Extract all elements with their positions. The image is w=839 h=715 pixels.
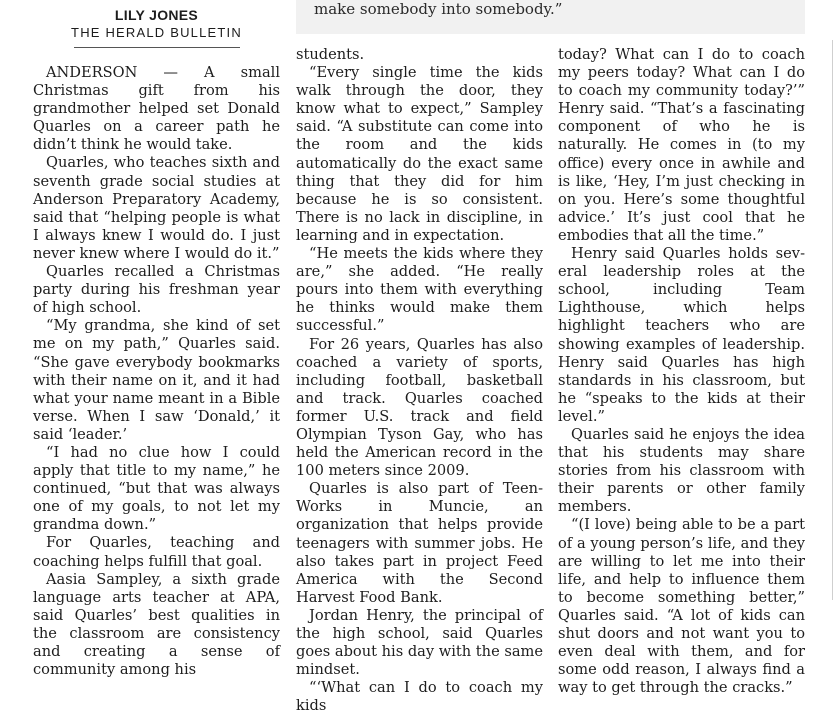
paragraph: Aasia Sampley, a sixth grade language arts teacher at APA, said Quarles’ best qualities in the classroom are consistency and creating a sense of community among his — [33, 570, 280, 679]
publication-name: THE HERALD BULLETIN — [71, 25, 242, 40]
paragraph: Quarles is also part of TeenWorks in Muncie, an organization that helps provide teenagers with summer jobs. He also takes part in project Feed America with the Second Harvest Food Bank. — [296, 480, 543, 606]
paragraph: Quarles, who teaches sixth and seventh grade social studies at Anderson Preparatory Academy, said that “helping people is what I always knew I would do. I just never knew where I would do it.” — [33, 154, 280, 262]
article-column-1 — [33, 0, 280, 679]
article-column-2 — [296, 46, 543, 715]
paragraph: “‘What can I do to coach my kids — [296, 679, 543, 715]
paragraph: Henry said Quarles holds several leadership roles at the school, including Team Lighthouse, which helps highlight teachers who are showing examples of leadership. Henry said Quarles has high standards in his classroom, but he “speaks to the kids at their level.” — [558, 245, 805, 425]
paragraph: “(I love) being able to be a part of a young person’s life, and they are willing to let me into their life, and help to influence them to become something better,” Quarles said. “A lot of kids can shut doors and not want you to even deal with them, and for some odd reason, I always find a way to get through the cracks.” — [558, 516, 805, 697]
paragraph: ANDERSON — A small Christmas gift from his grandmother helped set Donald Quarles on a career path he didn’t think he would take. — [33, 64, 280, 154]
paragraph: Quarles said he enjoys the idea that his students may share stories from his classroom with their parents or other family members. — [558, 425, 805, 516]
paragraph: “My grandma, she kind of set me on my path,” Quarles said. “She gave everybody bookmarks with their name on it, and it had what your name meant in a Bible verse. When I saw ‘Donald,’ it said ‘leader.’ — [33, 317, 280, 443]
article-column-3 — [558, 46, 805, 697]
paragraph: Jordan Henry, the principal of the high school, said Quarles goes about his day with the same mindset. — [296, 606, 544, 679]
author-name: LILY JONES — [114, 7, 199, 23]
paragraph: “He meets the kids where they are,” she added. “He really pours into them with everything he thinks would make them successful.” — [296, 245, 543, 335]
column-rule — [832, 40, 833, 600]
paragraph-continued: students. — [296, 46, 365, 63]
paragraph: Quarles recalled a Christmas party during his freshman year of high school. — [33, 263, 280, 317]
paragraph: For Quarles, teaching and coaching helps fulfill that goal. — [33, 534, 280, 570]
paragraph: “Every single time the kids walk through the door, they know what to expect,” Sampley said. “A substitute can come into the room and the kids automatically do the exact same thing that they did for him because he is so consistent. There is no lack in discipline, in learning and in expectation. — [296, 64, 543, 244]
paragraph: For 26 years, Quarles has also coached a variety of sports, including football, basketball and track. Quarles coached former U.S. track and field Olympian Tyson Gay, who has held the American record in the 100 meters since 2009. — [296, 335, 543, 480]
byline-rule — [74, 47, 240, 48]
paragraph-continued: today? What can I do to coach my peers today? What can I do to coach my community today?’” Henry said. “That’s a fascinating component of who he is naturally. He comes in (to my office) every once in awhile and is like, ‘Hey, I’m just checking in on you. Here’s some thoughtful advice.’ It’s just cool that he embodies that all the time.” — [558, 46, 805, 244]
byline — [33, 6, 280, 48]
pullquote-text: make somebody into somebody.” — [314, 0, 563, 18]
paragraph: “I had no clue how I could apply that title to my name,” he continued, “but that was always one of my goals, to not let my grandma down.” — [33, 443, 280, 534]
